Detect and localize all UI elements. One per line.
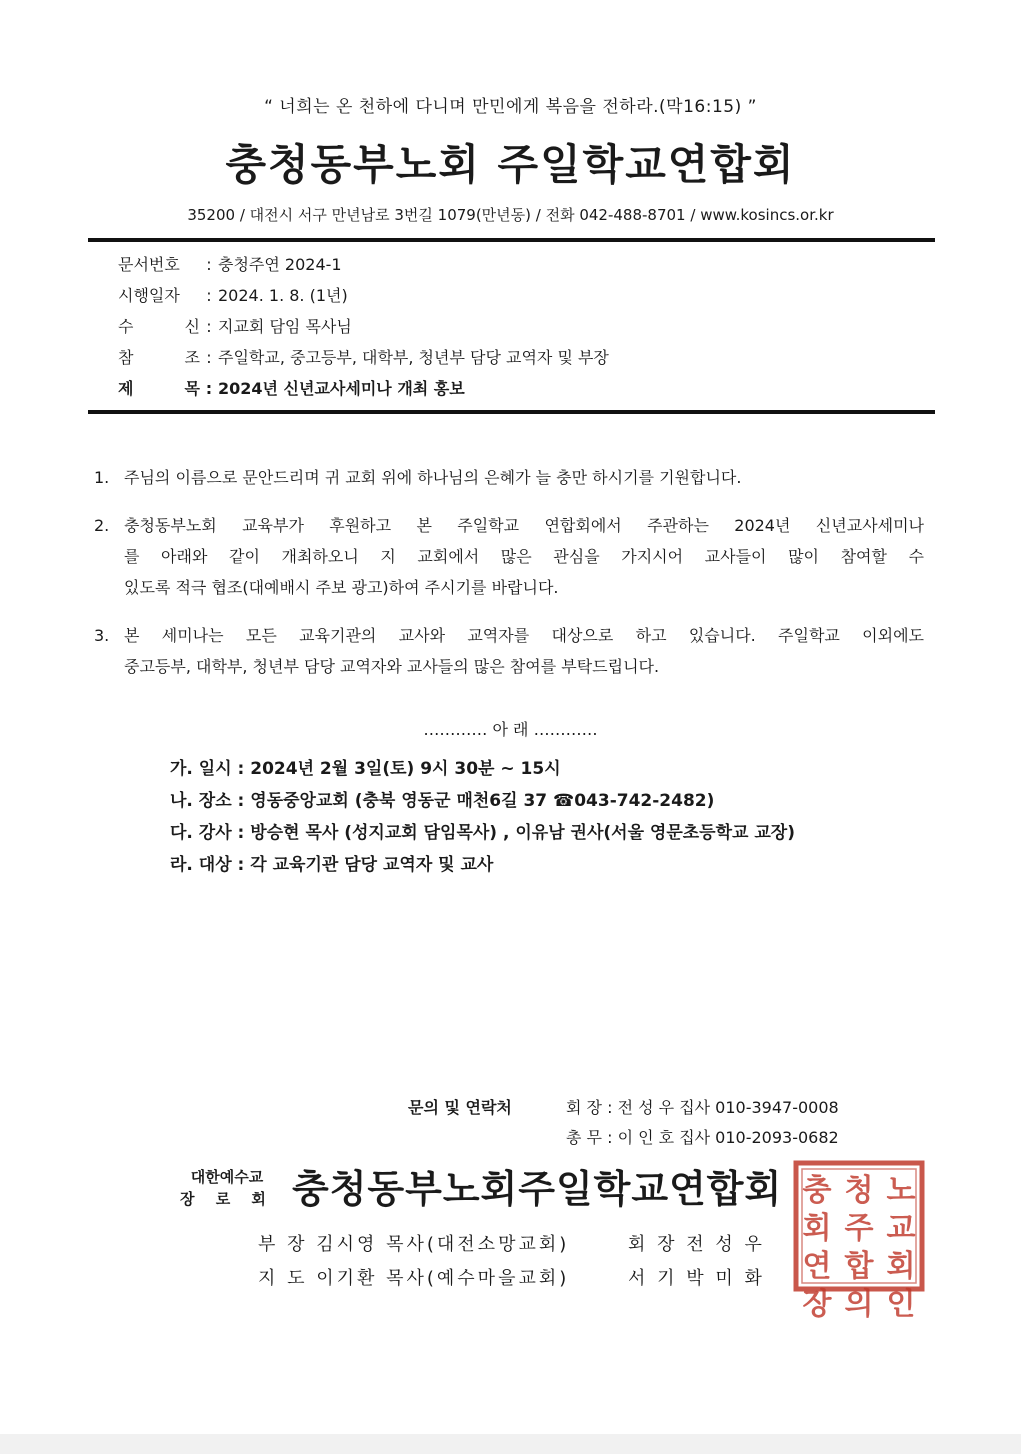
recipient-value: 지교회 담임 목사님: [218, 317, 352, 336]
paragraph-line: 본 세미나는 모든 교육기관의 교사와 교역자를 대상으로 하고 있습니다. 주일학교 이외에도: [124, 626, 924, 645]
paragraph-line: 주님의 이름으로 문안드리며 귀 교회 위에 하나님의 은혜가 늘 충만 하시기를 기원합니다.: [124, 468, 742, 487]
header-divider-top: [88, 238, 935, 242]
paragraph-3: [94, 620, 926, 682]
detail-speakers: 다. 강사 : 방승현 목사 (성지교회 담임목사) , 이유남 권사(서울 영문초등학교 교장): [170, 823, 795, 843]
doc-number-label: 문서번호: [118, 255, 180, 274]
subject-value: 2024년 신년교사세미나 개최 홍보: [218, 379, 465, 398]
paragraph-number: 2.: [94, 516, 110, 535]
contact-role: 총 무: [566, 1128, 602, 1147]
signatory-row-2-left: 지 도 이기환 목사(예수마을교회): [258, 1268, 570, 1289]
svg-text:청: 청: [844, 1173, 874, 1208]
contact-heading: 문의 및 연락처: [408, 1098, 512, 1117]
org-title: 충청동부노회 주일학교연합회: [225, 140, 796, 189]
footer-org-name: 충청동부노회주일학교연합회: [292, 1167, 783, 1211]
contact-value: 이 인 호 집사 010-2093-0682: [617, 1128, 839, 1147]
denomination-line-1: 대한예수교: [190, 1168, 264, 1186]
signatory-row-2-right: 서 기 박 미 화: [628, 1268, 765, 1289]
detail-datetime: 가. 일시 : 2024년 2월 3일(토) 9시 30분 ~ 15시: [170, 759, 561, 779]
subject-row: 제 목 : 2024년 신년교사세미나 개최 홍보: [118, 376, 465, 402]
recipient-label: 수 신: [118, 317, 200, 336]
denomination-label: [180, 1166, 274, 1210]
official-seal-icon: [793, 1160, 925, 1322]
signatory-row-1-left: 부 장 김시영 목사(대전소망교회): [258, 1234, 570, 1255]
svg-text:노: 노: [886, 1173, 916, 1208]
issue-date-value: 2024. 1. 8. (1년): [218, 286, 348, 305]
svg-text:장: 장: [802, 1287, 832, 1322]
bottom-strip: [0, 1434, 1021, 1454]
recipient-row: 수 신 : 지교회 담임 목사님: [118, 314, 352, 340]
svg-text:충: 충: [802, 1173, 832, 1208]
contact-row: 총 무 : 이 인 호 집사 010-2093-0682: [566, 1128, 839, 1147]
doc-number-row: 문서번호 : 충청주연 2024-1: [118, 252, 342, 278]
paragraph-line: 충청동부노회 교육부가 후원하고 본 주일학교 연합회에서 주관하는 2024년 신년교사세미나: [124, 516, 924, 535]
reference-label: 참 조: [118, 348, 200, 367]
contact-role: 회 장: [566, 1098, 602, 1117]
motto: “ 너희는 온 천하에 다니며 만민에게 복음을 전하라.(막16:15) ”: [264, 97, 757, 117]
detail-venue: 나. 장소 : 영동중앙교회 (충북 영동군 매천6길 37 ☎043-742-2482): [170, 791, 715, 811]
detail-audience: 라. 대상 : 각 교육기관 담당 교역자 및 교사: [170, 855, 494, 875]
svg-text:인: 인: [886, 1287, 916, 1322]
svg-text:연: 연: [802, 1249, 832, 1284]
svg-text:주: 주: [844, 1211, 874, 1246]
paragraph-line: 있도록 적극 협조(대예배시 주보 광고)하여 주시기를 바랍니다.: [124, 578, 559, 597]
address-line: 35200 / 대전시 서구 만년남로 3번길 1079(만년동) / 전화 042-488-8701 / www.kosincs.or.kr: [187, 206, 834, 224]
contact-value: 전 성 우 집사 010-3947-0008: [617, 1098, 839, 1117]
reference-value: 주일학교, 중고등부, 대학부, 청년부 담당 교역자 및 부장: [218, 348, 609, 367]
contact-row: 회 장 : 전 성 우 집사 010-3947-0008: [566, 1098, 839, 1117]
doc-number-value: 충청주연 2024-1: [218, 255, 342, 274]
svg-text:의: 의: [844, 1287, 874, 1322]
paragraph-number: 3.: [94, 626, 110, 645]
paragraph-number: 1.: [94, 468, 110, 487]
paragraph-1: [94, 462, 926, 493]
issue-date-label: 시행일자: [118, 286, 180, 305]
paragraph-line: 중고등부, 대학부, 청년부 담당 교역자와 교사들의 많은 참여를 부탁드립니다.: [124, 657, 660, 676]
paragraph-2: [94, 510, 926, 603]
svg-text:합: 합: [844, 1249, 874, 1284]
paragraph-line: 를 아래와 같이 개최하오니 지 교회에서 많은 관심을 가지시어 교사들이 많이 참여할 수: [124, 547, 924, 566]
svg-text:회: 회: [802, 1211, 832, 1246]
denomination-line-2: 장 로 회: [180, 1190, 274, 1208]
svg-text:교: 교: [886, 1211, 916, 1246]
signatory-row-1-right: 회 장 전 성 우: [628, 1234, 765, 1255]
subject-label: 제 목: [118, 379, 200, 398]
below-separator: ………… 아 래 …………: [423, 720, 598, 739]
issue-date-row: 시행일자 : 2024. 1. 8. (1년): [118, 283, 348, 309]
header-divider-bottom: [88, 410, 935, 414]
svg-text:회: 회: [886, 1249, 916, 1284]
reference-row: 참 조 : 주일학교, 중고등부, 대학부, 청년부 담당 교역자 및 부장: [118, 345, 609, 371]
